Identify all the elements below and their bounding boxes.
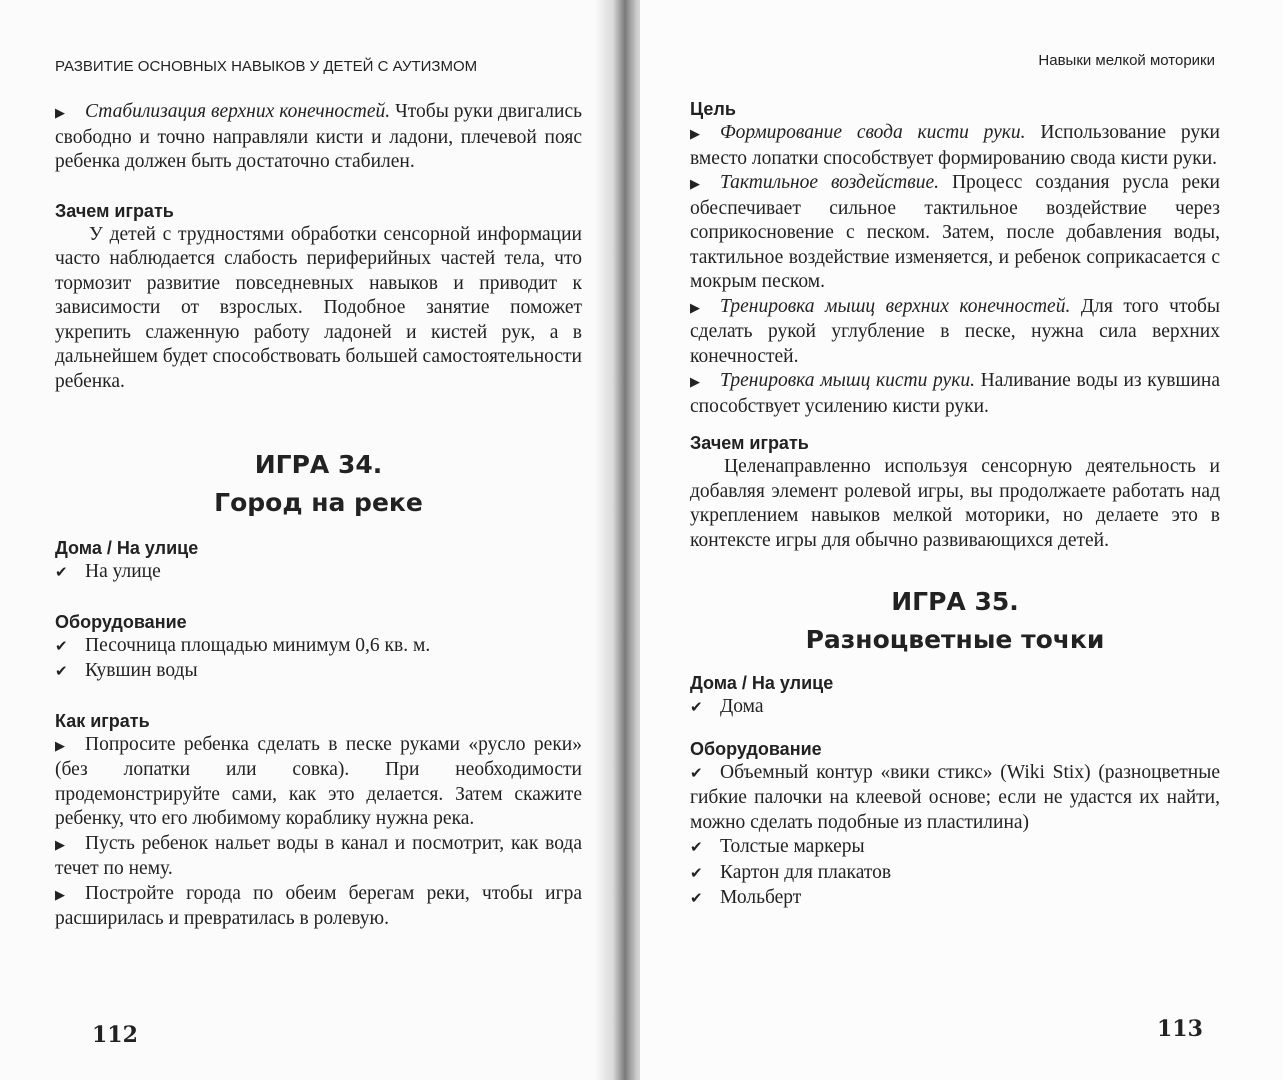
intro-bullet: ▶ Стабилизация верхних конечностей. Чтобы руки двигались свободно и точно направляли кисти и ладони, плечевой пояс ребенка должен быть достаточно стабилен. [55, 101, 582, 172]
goal-item: ▶ Формирование свода кисти руки. Использование руки вместо лопатки способствует формированию свода кисти руки. [690, 122, 1220, 169]
game-35-title: Разноцветные точки [805, 625, 1105, 654]
check-icon: ✔ [55, 664, 68, 680]
check-icon: ✔ [55, 638, 68, 655]
game-35-number: ИГРА 35. [891, 587, 1019, 616]
triangle-bullet-icon: ▶ [690, 126, 700, 141]
triangle-bullet-icon: ▶ [690, 299, 700, 315]
triangle-bullet-icon: ▶ [690, 374, 700, 389]
equipment-item: ✔ Толстые маркеры [690, 835, 1220, 861]
check-icon: ✔ [690, 891, 703, 907]
check-icon: ✔ [690, 840, 703, 856]
place-item: ✔ Дома [690, 695, 1220, 721]
triangle-bullet-icon: ▶ [55, 737, 65, 753]
why-heading-left: Зачем играть [55, 200, 174, 221]
place-heading-right: Дома / На улице [690, 673, 834, 693]
howto-step: ▶ Постройте города по обеим берегам реки, чтобы игра расширилась и превратилась в ролевую. [55, 882, 582, 929]
check-icon: ✔ [690, 700, 703, 716]
triangle-bullet-icon: ▶ [55, 105, 65, 120]
equipment-heading-right: Оборудование [690, 738, 822, 759]
running-head-left: РАЗВИТИЕ ОСНОВНЫХ НАВЫКОВ У ДЕТЕЙ С АУТИЗМОМ [55, 58, 478, 75]
why-text-right: Целенаправленно используя сенсорную деятельность и добавляя элемент ролевой игры, вы продолжаете работать над укреплением навыков мелкой моторики, но делаете это в контексте игры для обычно развивающихся детей. [690, 456, 1220, 551]
why-heading-right: Зачем играть [690, 433, 809, 453]
triangle-bullet-icon: ▶ [55, 836, 65, 852]
triangle-bullet-icon: ▶ [690, 176, 700, 191]
left-page [0, 0, 620, 1080]
why-text-left: У детей с трудностями обработки сенсорной информации часто наблюдается слабость периферийных частей тела, что тормозит развитие повседневных навыков и приводит к зависимости от взрослых. Подобное занятие поможет укрепить слаженную работу ладоней и кистей рук, а в дальнейшем будет способствовать большей самостоятельности ребенка. [55, 223, 582, 392]
equipment-item: ✔ Песочница площадью минимум 0,6 кв. м. [55, 634, 582, 660]
equipment-item: ✔ Кувшин воды [55, 659, 582, 685]
check-icon: ✔ [690, 865, 703, 882]
place-heading-left: Дома / На улице [55, 538, 199, 558]
page-number-left: 112 [92, 1022, 138, 1048]
goal-item: ▶ Тактильное воздействие. Процесс создания русла реки обеспечивает сильное тактильное воздействие через соприкосновение с песком. Затем, после добавления воды, тактильное воздействие изменяется, и ребенок соприкасается с мокрым песком. [690, 172, 1220, 292]
equipment-heading-left: Оборудование [55, 611, 187, 632]
goal-item: ▶ Тренировка мышц кисти руки. Наливание воды из кувшина способствует усилению кисти руки. [690, 370, 1220, 417]
goal-item: ▶ Тренировка мышц верхних конечностей. Для того чтобы сделать рукой углубление в песке, нужна сила верхних конечностей. [690, 295, 1220, 367]
howto-heading: Как играть [55, 710, 150, 731]
left-column [55, 100, 582, 932]
check-icon: ✔ [690, 765, 703, 782]
goal-heading: Цель [690, 99, 736, 119]
howto-step: ▶ Попросите ребенка сделать в песке руками «русло реки» (без лопатки или совка). При необходимости продемонстрируйте сами, как это делается. Затем скажите ребенку, что его любимому кораблику нужна река. [55, 733, 582, 829]
equipment-item: ✔ Картон для плакатов [690, 861, 1220, 887]
page-number-right: 113 [1157, 1016, 1203, 1042]
game-34-number: ИГРА 34. [254, 450, 383, 479]
game-34-title: Город на реке [214, 488, 423, 517]
place-item: ✔ На улице [55, 560, 582, 586]
equipment-item: ✔ Мольберт [690, 886, 1220, 912]
right-page [640, 0, 1283, 1080]
running-head-right: Навыки мелкой моторики [1038, 52, 1215, 69]
triangle-bullet-icon: ▶ [55, 886, 65, 902]
right-column [690, 97, 1220, 912]
howto-step: ▶ Пусть ребенок нальет воды в канал и посмотрит, как вода течет по нему. [55, 832, 582, 879]
check-icon: ✔ [55, 565, 68, 581]
equipment-item: ✔ Объемный контур «вики стикс» (Wiki Stix) (разноцветные гибкие палочки на клеевой основе; если не удастся их найти, можно сделать подобные из пластилина) [690, 761, 1220, 833]
